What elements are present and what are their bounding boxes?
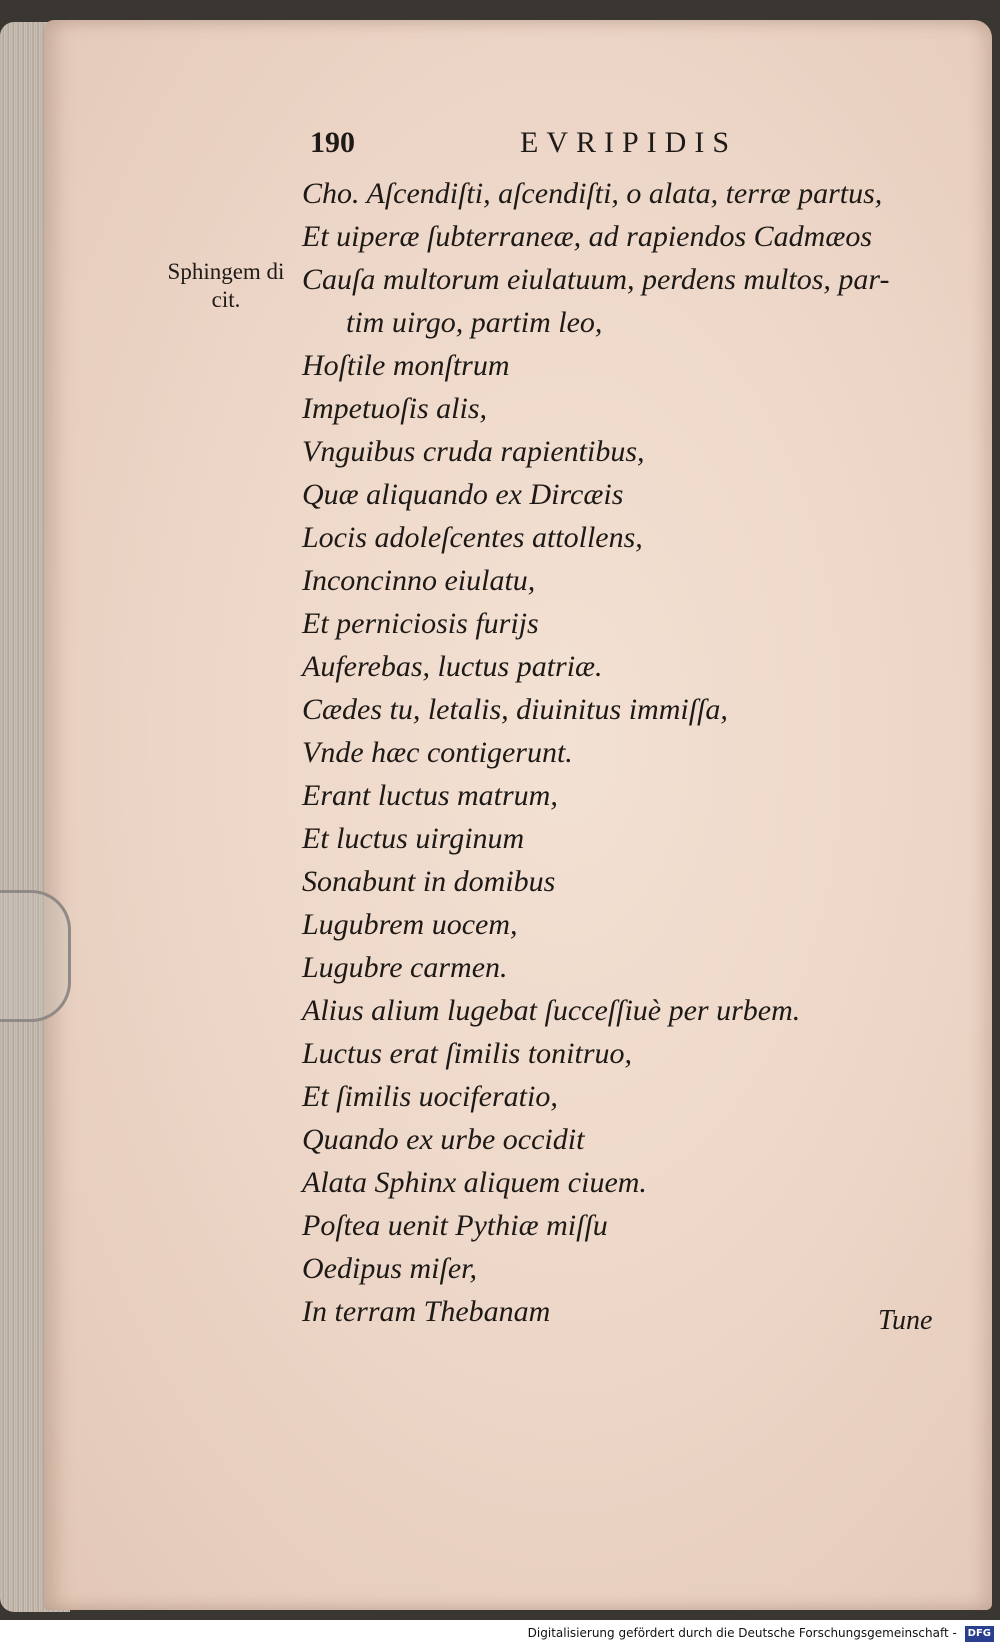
verse-line: Et uiperæ ſubterraneæ, ad rapiendos Cadmæos (302, 220, 873, 253)
page-clip (0, 890, 71, 1022)
verse-line: Hoſtile monſtrum (302, 349, 510, 382)
verse-line: Luctus erat ſimilis tonitruo, (302, 1037, 633, 1070)
page-number: 190 (310, 126, 355, 159)
verse-line: Vnde hæc contigerunt. (302, 736, 573, 769)
verse-line: Alata Sphinx aliquem ciuem. (302, 1166, 647, 1199)
verse-line: Erant luctus matrum, (302, 779, 558, 812)
verse-line: Cædes tu, letalis, diuinitus immiſſa, (302, 693, 728, 726)
verse-line: In terram Thebanam (302, 1295, 551, 1328)
verse-line: Vnguibus cruda rapientibus, (302, 435, 645, 468)
marginal-note (146, 258, 306, 314)
verse-line: Quæ aliquando ex Dircæis (302, 478, 624, 511)
verse-line: Lugubre carmen. (302, 951, 508, 984)
verse-line: Alius alium lugebat ſucceſſiuè per urbem. (302, 994, 801, 1027)
verse-line: Cho. Aſcendiſti, aſcendiſti, o alata, terræ partus, (302, 177, 883, 210)
verse-line: Poſtea uenit Pythiæ miſſu (302, 1209, 608, 1242)
verse-line: Locis adoleſcentes attollens, (302, 521, 643, 554)
digitization-credit (528, 1622, 994, 1644)
verse-line: Et luctus uirginum (302, 822, 525, 855)
running-head-title: EVRIPIDIS (520, 126, 738, 159)
verse-line: Quando ex urbe occidit (302, 1123, 585, 1156)
marginal-note-line: Sphingem di (167, 259, 285, 284)
dfg-logo: DFG (965, 1626, 994, 1642)
verse-line: Et perniciosis furijs (302, 607, 539, 640)
marginal-note-line: cit. (211, 287, 241, 312)
verse-text (302, 172, 962, 1333)
verse-line: Auferebas, luctus patriæ. (302, 650, 603, 683)
verse-line: tim uirgo, partim leo, (346, 306, 603, 339)
verse-line: Impetuoſis alis, (302, 392, 487, 425)
verse-line: Lugubrem uocem, (302, 908, 518, 941)
verse-line: Cauſa multorum eiulatuum, perdens multos, par- (302, 263, 890, 296)
credit-text: Digitalisierung gefördert durch die Deutsche Forschungsgemeinschaft - (527, 1626, 957, 1640)
verse-line: Inconcinno eiulatu, (302, 564, 536, 597)
verse-line: Oedipus miſer, (302, 1252, 477, 1285)
verse-line: Sonabunt in domibus (302, 865, 556, 898)
catchword: Tune (878, 1305, 933, 1336)
verse-line: Et ſimilis uociferatio, (302, 1080, 558, 1113)
running-head (310, 126, 820, 166)
